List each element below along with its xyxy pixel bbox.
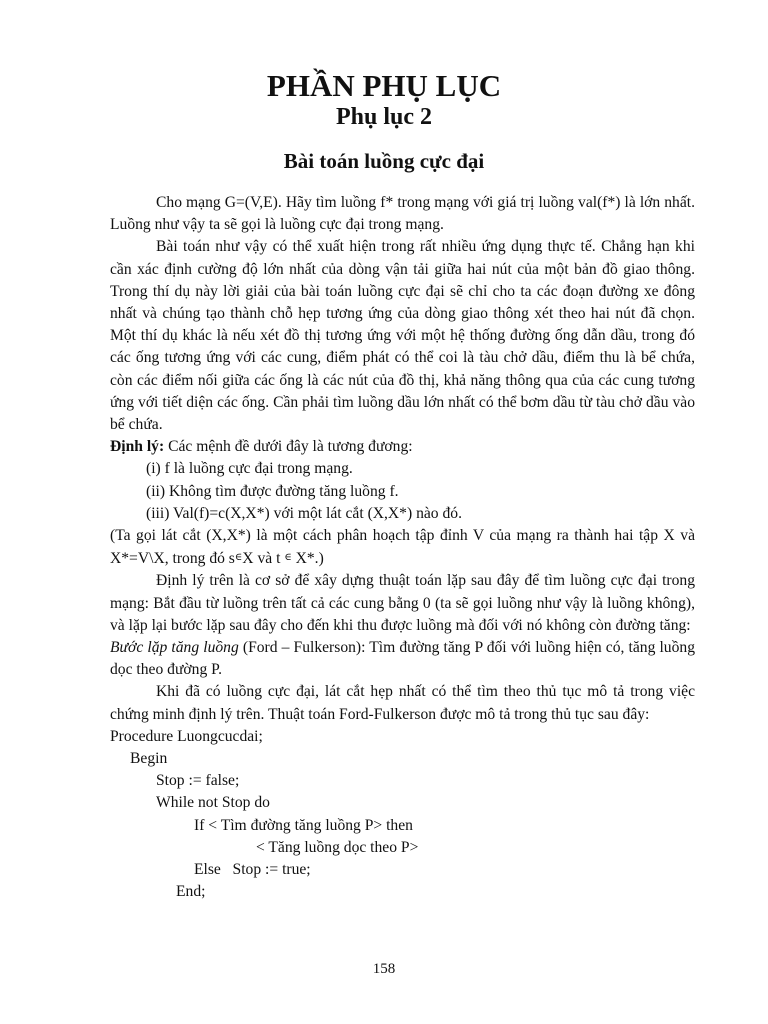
cut-definition-note [110,525,695,570]
step-label: Bước lặp tăng luồng [110,639,239,657]
paragraph-applications: Bài toán như vậy có thể xuất hiện trong rất nhiều ứng dụng thực tế. Chẳng hạn khi cần xác định cường độ lớn nhất của dòng vận tải giữa hai nút của một bản đồ giao thông. Trong thí dụ này lời giải của bài toán luồng cực đại sẽ chỉ cho ta các đoạn đường xe đông nhất và chúng tạo thành chỗ hẹp tương ứng của dòng giao thông xét theo hai nút đã chọn. Một thí dụ khác là nếu xét đồ thị tương ứng với một hệ thống đường ống dẫn dầu, trong đó các ống tương ứng với các cung, điểm phát có thể coi là tàu chở dầu, điểm thu là bể chứa, còn các điểm nối giữa các ống là các nút của đồ thị, khả năng thông qua của các cung tương ứng với tiết diện các ống. Cần phải tìm luồng dầu lớn nhất có thể bơm dầu từ tàu chở dầu vào bể chứa. [110,238,695,434]
code-line: < Tăng luồng dọc theo P> [256,838,419,856]
theorem-item-2: (ii) Không tìm được đường tăng luồng f. [146,482,399,500]
element-of-symbol: ∈ [284,552,292,564]
step-text: (Ford – Fulkerson): Tìm đường tăng P đối với luồng hiện có, tăng luồng dọc theo đường P. [110,639,695,679]
page-title: PHẦN PHỤ LỤC [266,68,502,103]
page-number: 158 [372,961,396,977]
iteration-step [110,637,695,681]
code-line: While not Stop do [156,794,270,812]
section-title: Bài toán luồng cực đại [283,149,485,173]
code-line: End; [176,883,206,901]
note-text-c: X*.) [291,550,324,568]
appendix-subtitle: Phụ lục 2 [335,104,433,130]
theorem-label: Định lý: [110,438,165,456]
code-line: Stop := false; [156,772,240,790]
theorem-item-1: (i) f là luồng cực đại trong mạng. [146,460,353,478]
paragraph-intro: Cho mạng G=(V,E). Hãy tìm luồng f* trong mạng với giá trị luồng val(f*) là lớn nhất. Luồng như vậy ta sẽ gọi là luồng cực đại trong mạng. [110,194,695,234]
note-text-a: (Ta gọi lát cắt (X,X*) là một cách phân hoạch tập đỉnh V của mạng ra thành hai tập X và X*=V\X, trong đó s [110,527,695,568]
paragraph-min-cut: Khi đã có luồng cực đại, lát cắt hẹp nhất có thể tìm theo thủ tục mô tả trong việc chứng minh định lý trên. Thuật toán Ford-Fulkerson được mô tả trong thủ tục sau đây: [110,683,695,723]
paragraph-algorithm: Định lý trên là cơ sở để xây dựng thuật toán lặp sau đây để tìm luồng cực đại trong mạng: Bắt đầu từ luồng trên tất cả các cung bằng 0 (ta sẽ gọi luồng như vậy là luồng không), và lặp lại bước lặp sau đây cho đến khi thu được luồng mà đối với nó không còn đường tăng: [110,572,695,634]
code-line: Else Stop := true; [194,861,311,879]
theorem-item-3: (iii) Val(f)=c(X,X*) với một lát cắt (X,X*) nào đó. [146,504,462,522]
theorem-text: Các mệnh đề dưới đây là tương đương: [164,438,413,456]
code-line: Begin [130,750,168,768]
body-text [110,192,695,904]
code-line: If < Tìm đường tăng luồng P> then [194,816,413,834]
element-of-symbol: ∈ [234,552,243,564]
code-line: Procedure Luongcucdai; [110,727,263,745]
note-text-b: X và t [242,550,285,568]
pseudocode-block [110,726,695,904]
theorem-statement [110,436,695,458]
